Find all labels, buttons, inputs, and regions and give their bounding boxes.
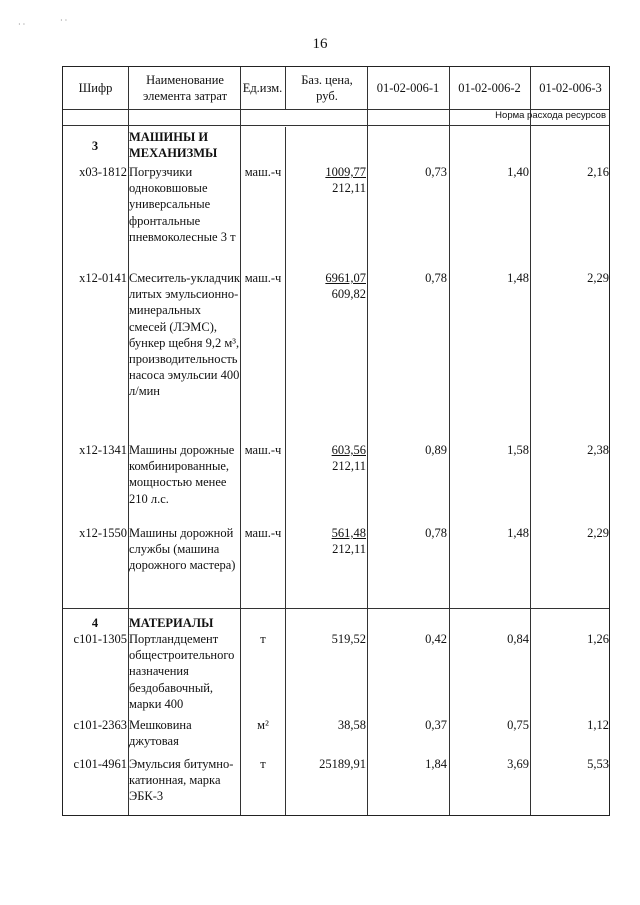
row-value-3: 1,12 (587, 718, 609, 732)
section-number: 4 (91, 616, 99, 630)
row-code: с101-4961 (73, 757, 127, 771)
header-col3: 01-02-006-3 (539, 81, 602, 95)
row-price-secondary: 212,11 (332, 459, 366, 474)
row-unit: маш.-ч (244, 271, 282, 285)
header-col1: 01-02-006-1 (376, 81, 440, 95)
row-unit: т (260, 757, 266, 771)
row-value-2: 0,84 (507, 632, 529, 646)
norma-label: Норма расхода ресурсов (495, 110, 606, 121)
row-value-1: 0,37 (425, 718, 447, 732)
norma-divider (63, 125, 609, 126)
row-unit: т (260, 632, 266, 646)
row-value-2: 1,48 (507, 526, 529, 540)
row-value-2: 0,75 (507, 718, 529, 732)
row-value-2: 3,69 (507, 757, 529, 771)
row-name: Мешковина джутовая (129, 718, 192, 749)
row-value-1: 1,84 (425, 757, 447, 771)
row-value-1: 0,78 (425, 526, 447, 540)
row-name: Эмульсия битумно-катионная, марка ЭБК-3 (129, 757, 234, 804)
row-name: Портландцемент общестроительного назначения бездобавочный, марки 400 (129, 632, 235, 711)
row-value-3: 1,26 (587, 632, 609, 646)
row-unit: м² (257, 718, 269, 732)
section-title: МАШИНЫ И МЕХАНИЗМЫ (129, 130, 218, 161)
row-value-3: 5,53 (587, 757, 609, 771)
row-unit: маш.-ч (244, 165, 282, 179)
row-name: Погрузчики одноковшовые универсальные фронтальные пневмоколесные 3 т (129, 165, 236, 244)
row-value-2: 1,48 (507, 271, 529, 285)
row-code: х12-1341 (79, 443, 127, 457)
column-divider (285, 67, 286, 109)
column-divider (367, 67, 368, 815)
row-price-secondary: 212,11 (332, 181, 366, 196)
row-price (286, 525, 366, 557)
row-code: х12-1550 (79, 526, 127, 540)
row-value-1: 0,89 (425, 443, 447, 457)
section-title: МАТЕРИАЛЫ (129, 616, 214, 630)
row-code: с101-1305 (73, 632, 127, 646)
section-divider (63, 608, 609, 609)
row-value-1: 0,42 (425, 632, 447, 646)
row-code: с101-2363 (73, 718, 127, 732)
header-code: Шифр (78, 81, 113, 95)
header-unit: Ед.изм. (242, 81, 283, 95)
row-name: Машины дорожной службы (машина дорожного мастера) (129, 526, 236, 573)
column-divider (449, 67, 450, 815)
column-divider (530, 67, 531, 815)
header-col2: 01-02-006-2 (458, 81, 521, 95)
row-price: 38,58 (337, 718, 366, 732)
row-code: х03-1812 (79, 165, 127, 179)
row-value-2: 1,40 (507, 165, 529, 179)
row-value-3: 2,16 (587, 165, 609, 179)
row-name: Смеситель-укладчик литых эмульсионно-минеральных смесей (ЛЭМС), бункер щебня 9,2 м³, производительность насоса эмульсии 400 л/мин (129, 271, 240, 399)
row-price (286, 442, 366, 474)
row-price-main: 1009,77 (325, 165, 366, 179)
row-price-main: 603,56 (331, 443, 366, 457)
row-unit: маш.-ч (244, 526, 282, 540)
scan-speck: · · (60, 16, 68, 25)
row-value-3: 2,29 (587, 271, 609, 285)
section-number: 3 (91, 139, 99, 153)
row-price: 519,52 (331, 632, 366, 646)
row-price-main: 561,48 (331, 526, 366, 540)
header-price: Баз. цена, руб. (301, 73, 353, 103)
row-price-secondary: 609,82 (331, 287, 366, 302)
row-value-1: 0,73 (425, 165, 447, 179)
row-price-main: 6961,07 (325, 271, 366, 285)
row-code: х12-0141 (79, 271, 127, 285)
header-name: Наименование элемента затрат (142, 73, 228, 103)
resource-table (62, 66, 610, 816)
scan-speck: · · (18, 20, 26, 29)
row-price-secondary: 212,11 (332, 542, 366, 557)
row-price (286, 164, 366, 196)
row-name: Машины дорожные комбинированные, мощностью менее 210 л.с. (129, 443, 235, 506)
row-price (286, 270, 366, 302)
row-value-3: 2,29 (587, 526, 609, 540)
row-value-1: 0,78 (425, 271, 447, 285)
row-value-2: 1,58 (507, 443, 529, 457)
row-value-3: 2,38 (587, 443, 609, 457)
row-unit: маш.-ч (244, 443, 282, 457)
page-number: 16 (312, 36, 328, 52)
row-price: 25189,91 (319, 757, 366, 771)
